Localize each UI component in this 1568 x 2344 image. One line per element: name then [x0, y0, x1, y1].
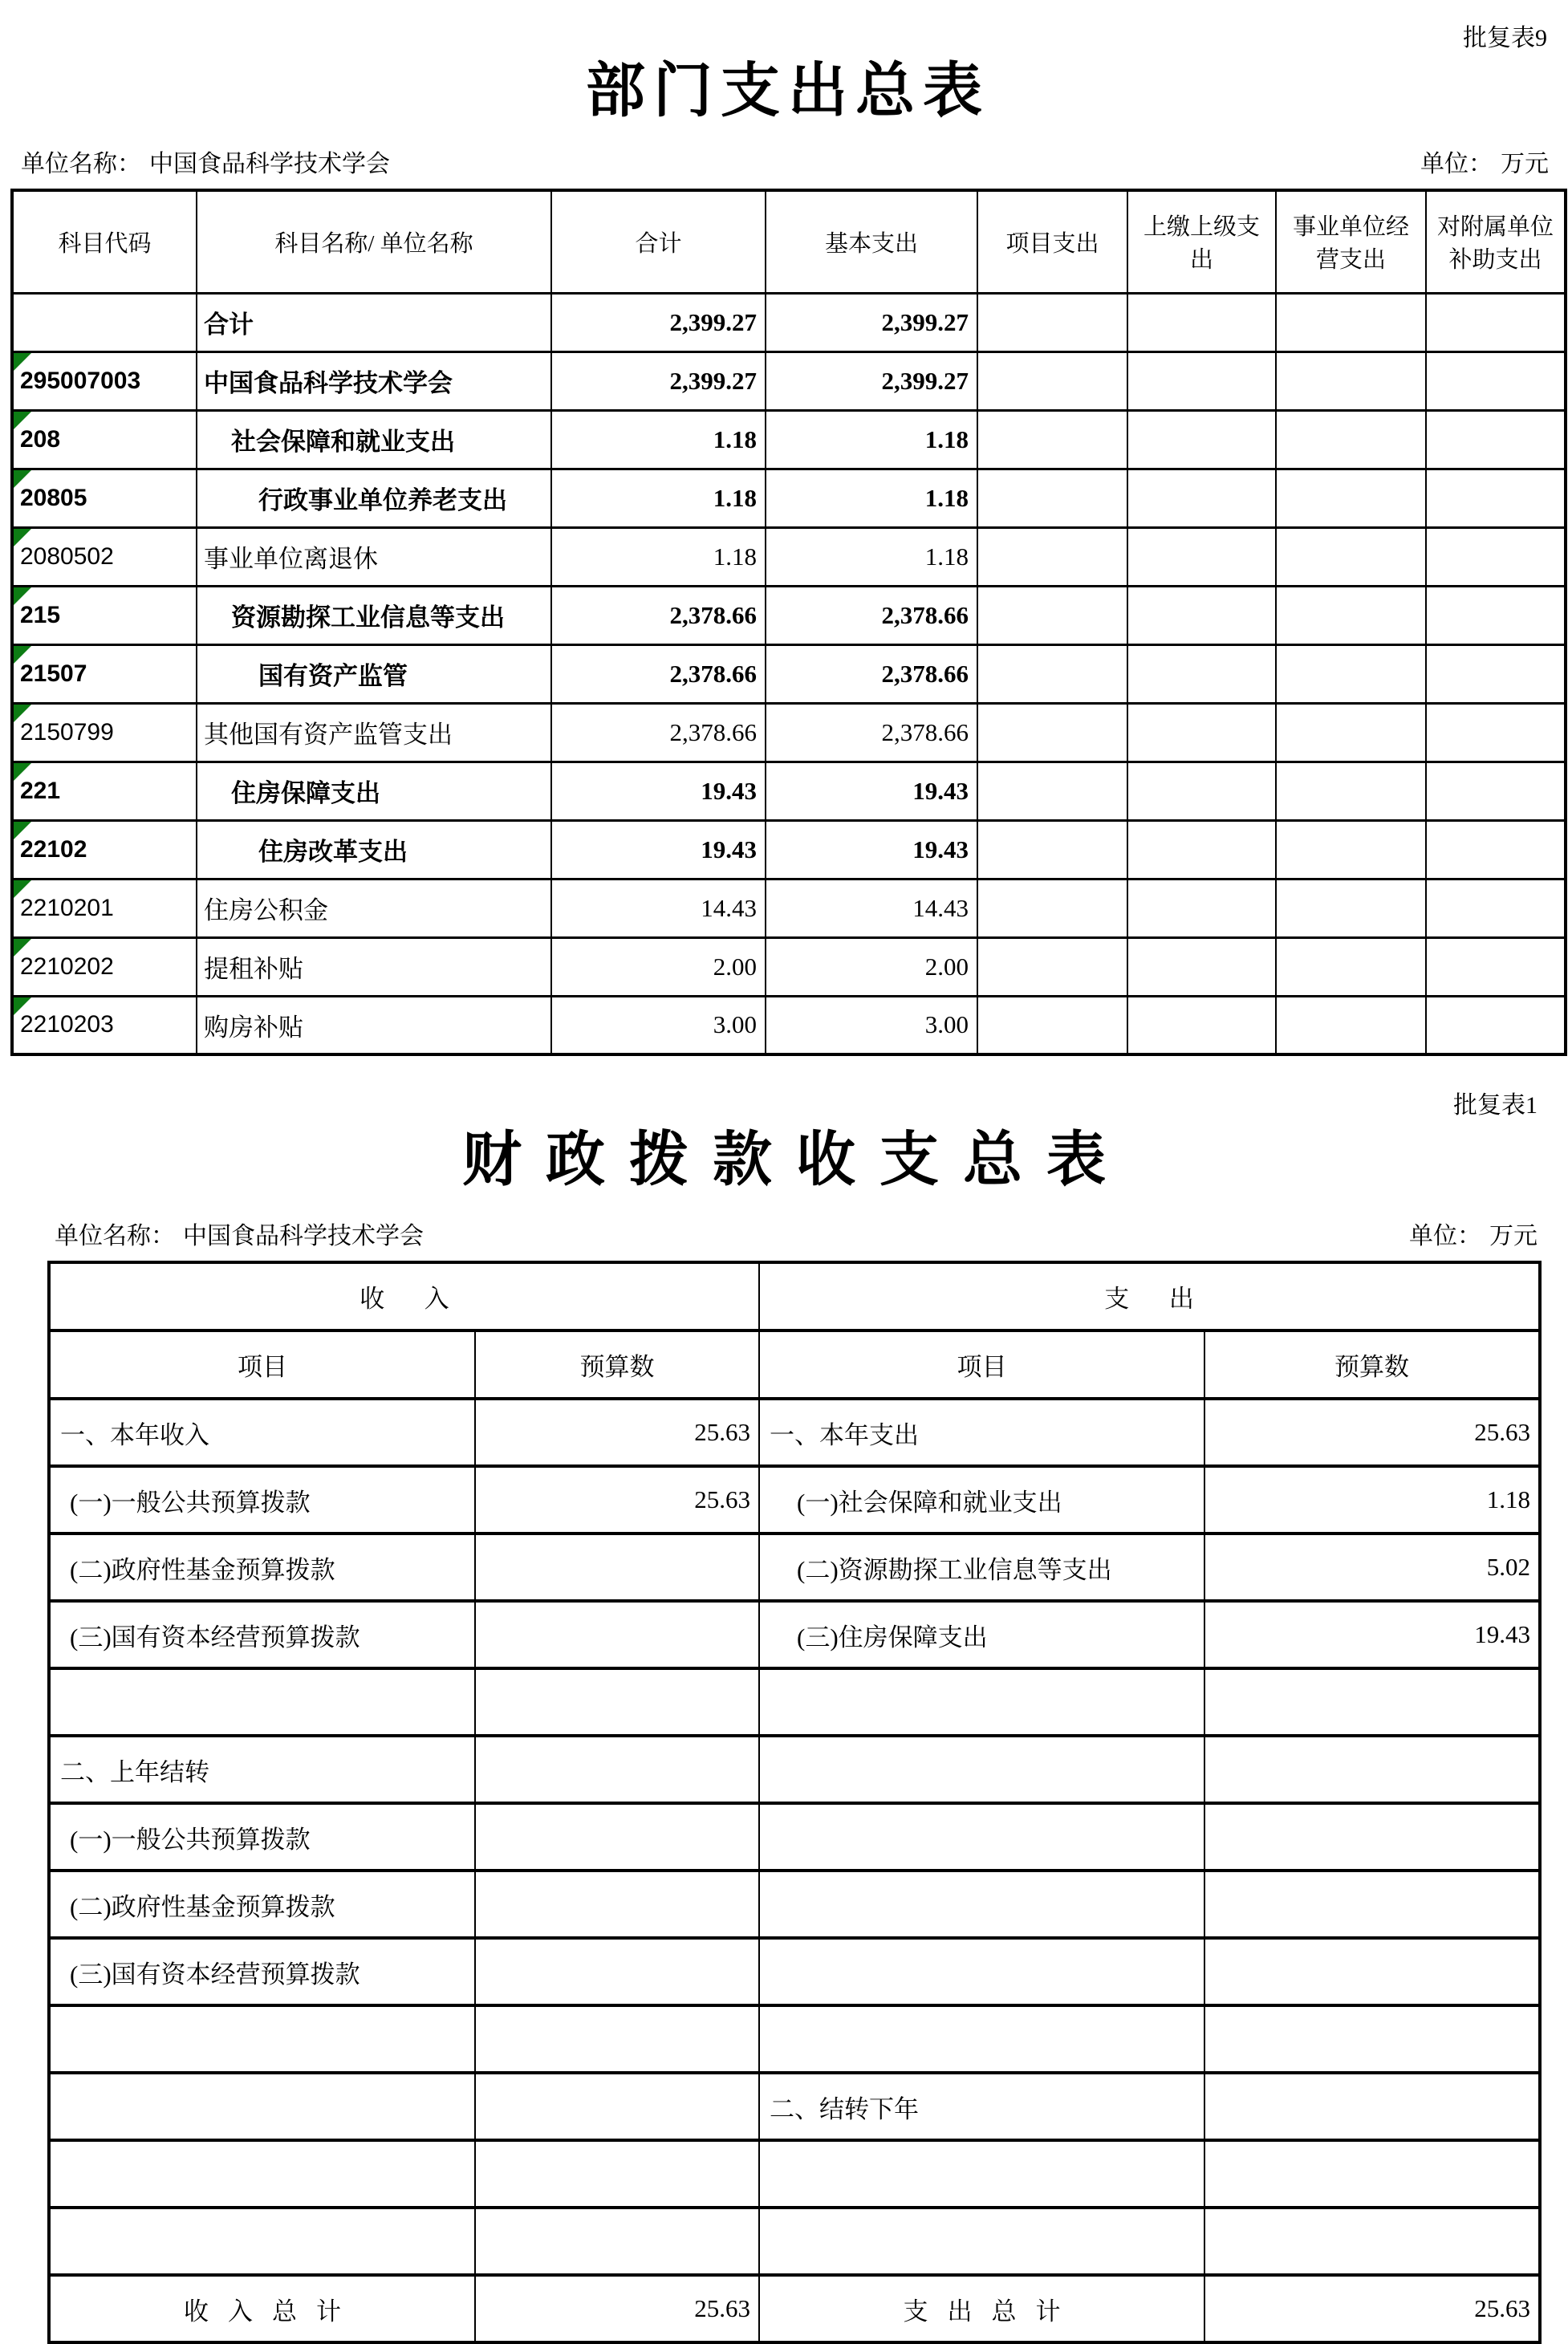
- subject-code: 2210201: [20, 894, 114, 921]
- subject-code: 21507: [20, 660, 87, 687]
- income-budget-cell: [475, 1938, 759, 2005]
- upper-level-payment-cell: [1127, 527, 1276, 586]
- subject-code-cell: [12, 937, 197, 996]
- subject-code-cell: [12, 820, 197, 879]
- table-row: [49, 1668, 1540, 1736]
- upper-level-payment-cell: [1127, 410, 1276, 469]
- upper-level-payment-cell: [1127, 820, 1276, 879]
- upper-level-payment-cell: [1127, 762, 1276, 820]
- expense-budget-cell: 5.02: [1204, 1534, 1540, 1601]
- basic-expenditure-cell: 3.00: [766, 996, 977, 1054]
- subject-code-cell: [12, 527, 197, 586]
- subject-code: 22102: [20, 835, 87, 863]
- expense-item-cell: [759, 1803, 1204, 1871]
- subsidy-cell: [1426, 996, 1566, 1054]
- income-budget-cell: [475, 1601, 759, 1668]
- org-value: 中国食品科学技术学会: [183, 1223, 424, 1250]
- subsidy-cell: [1426, 293, 1566, 351]
- table2-header-row: [49, 1330, 1540, 1399]
- subject-code: 2210203: [20, 1011, 114, 1038]
- income-item-cell: [49, 1668, 475, 1736]
- project-expenditure-cell: [977, 937, 1127, 996]
- expense-item-cell: (三)住房保障支出: [759, 1601, 1204, 1668]
- upper-level-payment-cell: [1127, 469, 1276, 527]
- subsidy-cell: [1426, 586, 1566, 644]
- upper-level-payment-cell: [1127, 644, 1276, 703]
- income-item-cell: [49, 2005, 475, 2073]
- total-cell: 1.18: [551, 410, 766, 469]
- income-item-cell: 二、上年结转: [49, 1736, 475, 1803]
- operating-expenditure-cell: [1276, 586, 1426, 644]
- col-project-expenditure: 项目支出: [977, 190, 1127, 293]
- expense-budget-cell: [1204, 2005, 1540, 2073]
- subject-name-cell: 国有资产监管: [197, 644, 551, 703]
- subject-code: 2210202: [20, 953, 114, 980]
- subject-name-cell: 行政事业单位养老支出: [197, 469, 551, 527]
- total-cell: 1.18: [551, 527, 766, 586]
- operating-expenditure-cell: [1276, 351, 1426, 410]
- excel-flag-icon: [14, 529, 31, 546]
- table-row: [49, 1601, 1540, 1668]
- basic-expenditure-cell: 2,378.66: [766, 703, 977, 762]
- upper-level-payment-cell: [1127, 996, 1276, 1054]
- table2-meta-row: [55, 1216, 1538, 1251]
- table-row: [49, 1736, 1540, 1803]
- basic-expenditure-cell: 1.18: [766, 410, 977, 469]
- expense-item-cell: [759, 2208, 1204, 2275]
- operating-expenditure-cell: [1276, 703, 1426, 762]
- subsidy-cell: [1426, 410, 1566, 469]
- upper-level-payment-cell: [1127, 351, 1276, 410]
- unit-label: 单位：: [1409, 1223, 1481, 1250]
- basic-expenditure-cell: 2,399.27: [766, 351, 977, 410]
- operating-expenditure-cell: [1276, 879, 1426, 937]
- unit-label: 单位：: [1420, 151, 1493, 178]
- table-row: [12, 469, 1566, 527]
- subject-name-cell: 合计: [197, 293, 551, 351]
- table1-unit: [1420, 144, 1549, 179]
- income-budget-cell: 25.63: [475, 1399, 759, 1466]
- expense-budget-cell: [1204, 2140, 1540, 2208]
- upper-level-payment-cell: [1127, 879, 1276, 937]
- basic-expenditure-cell: 2,399.27: [766, 293, 977, 351]
- col-expense-item: 项目: [759, 1330, 1204, 1399]
- expense-budget-cell: 25.63: [1204, 1399, 1540, 1466]
- basic-expenditure-cell: 19.43: [766, 820, 977, 879]
- subsidy-cell: [1426, 351, 1566, 410]
- subsidy-cell: [1426, 644, 1566, 703]
- expense-item-cell: [759, 1938, 1204, 2005]
- table-row: [12, 879, 1566, 937]
- operating-expenditure-cell: [1276, 762, 1426, 820]
- subject-code-cell: [12, 879, 197, 937]
- total-cell: 2,378.66: [551, 703, 766, 762]
- table2-form-tag: 批复表1: [1453, 1092, 1538, 1119]
- income-item-cell: (二)政府性基金预算拨款: [49, 1534, 475, 1601]
- expense-item-cell: 一、本年支出: [759, 1399, 1204, 1466]
- table-row: [49, 1466, 1540, 1534]
- table-row: [49, 1871, 1540, 1938]
- excel-flag-icon: [14, 763, 31, 781]
- excel-flag-icon: [14, 646, 31, 664]
- expense-item-cell: [759, 2005, 1204, 2073]
- table-row: [12, 293, 1566, 351]
- col-upper-level-payment: 上缴上级支出: [1127, 190, 1276, 293]
- expense-budget-cell: [1204, 1668, 1540, 1736]
- subject-code-cell: [12, 469, 197, 527]
- project-expenditure-cell: [977, 469, 1127, 527]
- project-expenditure-cell: [977, 762, 1127, 820]
- total-cell: 19.43: [551, 762, 766, 820]
- subsidy-cell: [1426, 879, 1566, 937]
- table-row: [49, 1399, 1540, 1466]
- project-expenditure-cell: [977, 820, 1127, 879]
- income-item-cell: (一)一般公共预算拨款: [49, 1466, 475, 1534]
- table-row: [49, 2005, 1540, 2073]
- basic-expenditure-cell: 14.43: [766, 879, 977, 937]
- subject-code-cell: [12, 762, 197, 820]
- operating-expenditure-cell: [1276, 410, 1426, 469]
- table-row: [12, 996, 1566, 1054]
- subsidy-cell: [1426, 469, 1566, 527]
- income-total-value-cell: 25.63: [475, 2275, 759, 2342]
- expense-total-value-cell: 25.63: [1204, 2275, 1540, 2342]
- table-row: [49, 1803, 1540, 1871]
- table-row: [49, 1534, 1540, 1601]
- income-item-cell: (三)国有资本经营预算拨款: [49, 1938, 475, 2005]
- table-row: [12, 644, 1566, 703]
- unit-value: 万元: [1501, 151, 1549, 178]
- income-item-cell: 一、本年收入: [49, 1399, 475, 1466]
- table-row: [12, 703, 1566, 762]
- project-expenditure-cell: [977, 586, 1127, 644]
- total-cell: 2,399.27: [551, 293, 766, 351]
- col-income-item: 项目: [49, 1330, 475, 1399]
- total-cell: 2.00: [551, 937, 766, 996]
- table1-org-name: [21, 144, 390, 179]
- table-row: [49, 2140, 1540, 2208]
- income-total-label-cell: 收入总计: [49, 2275, 475, 2342]
- project-expenditure-cell: [977, 996, 1127, 1054]
- total-cell: 3.00: [551, 996, 766, 1054]
- operating-expenditure-cell: [1276, 996, 1426, 1054]
- table-row: [49, 2073, 1540, 2140]
- expense-budget-cell: [1204, 2208, 1540, 2275]
- table2-org-name: [55, 1216, 424, 1251]
- fiscal-allocation-table: [47, 1261, 1542, 2344]
- subject-code: 208: [20, 425, 61, 453]
- table-row: [12, 762, 1566, 820]
- income-item-cell: (一)一般公共预算拨款: [49, 1803, 475, 1871]
- subject-code-cell: [12, 644, 197, 703]
- total-cell: 2,378.66: [551, 586, 766, 644]
- subject-code: 2150799: [20, 718, 114, 745]
- subsidy-cell: [1426, 527, 1566, 586]
- table-row: [49, 2208, 1540, 2275]
- subject-name-cell: 住房保障支出: [197, 762, 551, 820]
- expense-budget-cell: 19.43: [1204, 1601, 1540, 1668]
- subject-code-cell: [12, 351, 197, 410]
- income-budget-cell: [475, 1871, 759, 1938]
- expense-group-label: 支出: [1104, 1285, 1234, 1314]
- org-label: 单位名称：: [21, 151, 141, 178]
- col-basic-expenditure: 基本支出: [766, 190, 977, 293]
- org-label: 单位名称：: [55, 1223, 175, 1250]
- basic-expenditure-cell: 1.18: [766, 527, 977, 586]
- income-item-cell: [49, 2073, 475, 2140]
- excel-flag-icon: [14, 880, 31, 898]
- expense-budget-cell: [1204, 1871, 1540, 1938]
- subject-code: 215: [20, 601, 61, 628]
- table-row: [12, 351, 1566, 410]
- col-subsidy-to-affiliates: 对附属单位补助支出: [1426, 190, 1566, 293]
- table1-form-tag: 批复表9: [1463, 25, 1547, 51]
- excel-flag-icon: [14, 822, 31, 839]
- upper-level-payment-cell: [1127, 937, 1276, 996]
- income-budget-cell: [475, 2208, 759, 2275]
- project-expenditure-cell: [977, 644, 1127, 703]
- col-income-budget: 预算数: [475, 1330, 759, 1399]
- total-cell: 19.43: [551, 820, 766, 879]
- basic-expenditure-cell: 19.43: [766, 762, 977, 820]
- total-cell: 2,399.27: [551, 351, 766, 410]
- expense-item-cell: 二、结转下年: [759, 2073, 1204, 2140]
- table-row: [12, 937, 1566, 996]
- subject-code-cell: [12, 586, 197, 644]
- operating-expenditure-cell: [1276, 469, 1426, 527]
- project-expenditure-cell: [977, 293, 1127, 351]
- table2-title: 财政拨款收支总表: [462, 1126, 1130, 1193]
- department-expenditure-table: [10, 189, 1567, 1056]
- excel-flag-icon: [14, 705, 31, 722]
- table-row: [12, 527, 1566, 586]
- subsidy-cell: [1426, 937, 1566, 996]
- expense-item-cell: (一)社会保障和就业支出: [759, 1466, 1204, 1534]
- income-item-cell: [49, 2140, 475, 2208]
- subject-name-cell: 购房补贴: [197, 996, 551, 1054]
- col-subject-code: 科目代码: [12, 190, 197, 293]
- subsidy-cell: [1426, 762, 1566, 820]
- expense-budget-cell: [1204, 1736, 1540, 1803]
- subject-code-cell: [12, 293, 197, 351]
- operating-expenditure-cell: [1276, 293, 1426, 351]
- income-budget-cell: [475, 2140, 759, 2208]
- operating-expenditure-cell: [1276, 644, 1426, 703]
- subsidy-cell: [1426, 703, 1566, 762]
- table-row: [12, 410, 1566, 469]
- subject-code-cell: [12, 996, 197, 1054]
- project-expenditure-cell: [977, 351, 1127, 410]
- org-value: 中国食品科学技术学会: [149, 151, 390, 178]
- col-expense-budget: 预算数: [1204, 1330, 1540, 1399]
- income-budget-cell: [475, 1668, 759, 1736]
- total-cell: 1.18: [551, 469, 766, 527]
- excel-flag-icon: [14, 587, 31, 605]
- income-item-cell: [49, 2208, 475, 2275]
- income-budget-cell: [475, 2005, 759, 2073]
- excel-flag-icon: [14, 470, 31, 488]
- expense-item-cell: [759, 1668, 1204, 1736]
- basic-expenditure-cell: 1.18: [766, 469, 977, 527]
- income-item-cell: (二)政府性基金预算拨款: [49, 1871, 475, 1938]
- income-budget-cell: [475, 1736, 759, 1803]
- table-row: [12, 586, 1566, 644]
- table1-meta-row: [21, 144, 1549, 179]
- project-expenditure-cell: [977, 527, 1127, 586]
- table1-header-row: [12, 190, 1566, 293]
- total-cell: 2,378.66: [551, 644, 766, 703]
- basic-expenditure-cell: 2,378.66: [766, 644, 977, 703]
- income-item-cell: (三)国有资本经营预算拨款: [49, 1601, 475, 1668]
- table2-unit: [1409, 1216, 1538, 1251]
- expense-item-cell: [759, 1736, 1204, 1803]
- upper-level-payment-cell: [1127, 293, 1276, 351]
- subject-code-cell: [12, 410, 197, 469]
- col-operating-expenditure: 事业单位经营支出: [1276, 190, 1426, 293]
- unit-value: 万元: [1489, 1223, 1538, 1250]
- col-total: 合计: [551, 190, 766, 293]
- table1-title: 部门支出总表: [586, 57, 990, 124]
- excel-flag-icon: [14, 412, 31, 429]
- excel-flag-icon: [14, 939, 31, 957]
- operating-expenditure-cell: [1276, 937, 1426, 996]
- upper-level-payment-cell: [1127, 703, 1276, 762]
- table-row: [12, 820, 1566, 879]
- total-cell: 14.43: [551, 879, 766, 937]
- subject-code: 295007003: [20, 367, 141, 394]
- income-group-header: [49, 1262, 759, 1330]
- subject-name-cell: 中国食品科学技术学会: [197, 351, 551, 410]
- subject-code: 221: [20, 777, 61, 804]
- expense-budget-cell: [1204, 2073, 1540, 2140]
- basic-expenditure-cell: 2.00: [766, 937, 977, 996]
- operating-expenditure-cell: [1276, 820, 1426, 879]
- project-expenditure-cell: [977, 410, 1127, 469]
- subject-name-cell: 住房公积金: [197, 879, 551, 937]
- income-group-label: 收入: [360, 1285, 489, 1314]
- subject-code: 20805: [20, 484, 87, 511]
- subject-name-cell: 社会保障和就业支出: [197, 410, 551, 469]
- grand-total-row: [49, 2275, 1540, 2342]
- excel-flag-icon: [14, 997, 31, 1015]
- income-budget-cell: [475, 1803, 759, 1871]
- upper-level-payment-cell: [1127, 586, 1276, 644]
- subject-code: 2080502: [20, 542, 114, 570]
- project-expenditure-cell: [977, 879, 1127, 937]
- expense-item-cell: [759, 1871, 1204, 1938]
- expense-budget-cell: 1.18: [1204, 1466, 1540, 1534]
- table-row: [49, 1938, 1540, 2005]
- expense-group-header: [759, 1262, 1540, 1330]
- operating-expenditure-cell: [1276, 527, 1426, 586]
- subject-name-cell: 住房改革支出: [197, 820, 551, 879]
- expense-total-label-cell: 支出总计: [759, 2275, 1204, 2342]
- subsidy-cell: [1426, 820, 1566, 879]
- income-budget-cell: [475, 1534, 759, 1601]
- subject-name-cell: 资源勘探工业信息等支出: [197, 586, 551, 644]
- expense-budget-cell: [1204, 1803, 1540, 1871]
- expense-item-cell: (二)资源勘探工业信息等支出: [759, 1534, 1204, 1601]
- basic-expenditure-cell: 2,378.66: [766, 586, 977, 644]
- income-budget-cell: [475, 2073, 759, 2140]
- table2-header-group-row: [49, 1262, 1540, 1330]
- subject-code-cell: [12, 703, 197, 762]
- subject-name-cell: 其他国有资产监管支出: [197, 703, 551, 762]
- col-subject-name: 科目名称/ 单位名称: [197, 190, 551, 293]
- subject-name-cell: 事业单位离退休: [197, 527, 551, 586]
- expense-item-cell: [759, 2140, 1204, 2208]
- expense-budget-cell: [1204, 1938, 1540, 2005]
- income-budget-cell: 25.63: [475, 1466, 759, 1534]
- project-expenditure-cell: [977, 703, 1127, 762]
- excel-flag-icon: [14, 353, 31, 371]
- subject-name-cell: 提租补贴: [197, 937, 551, 996]
